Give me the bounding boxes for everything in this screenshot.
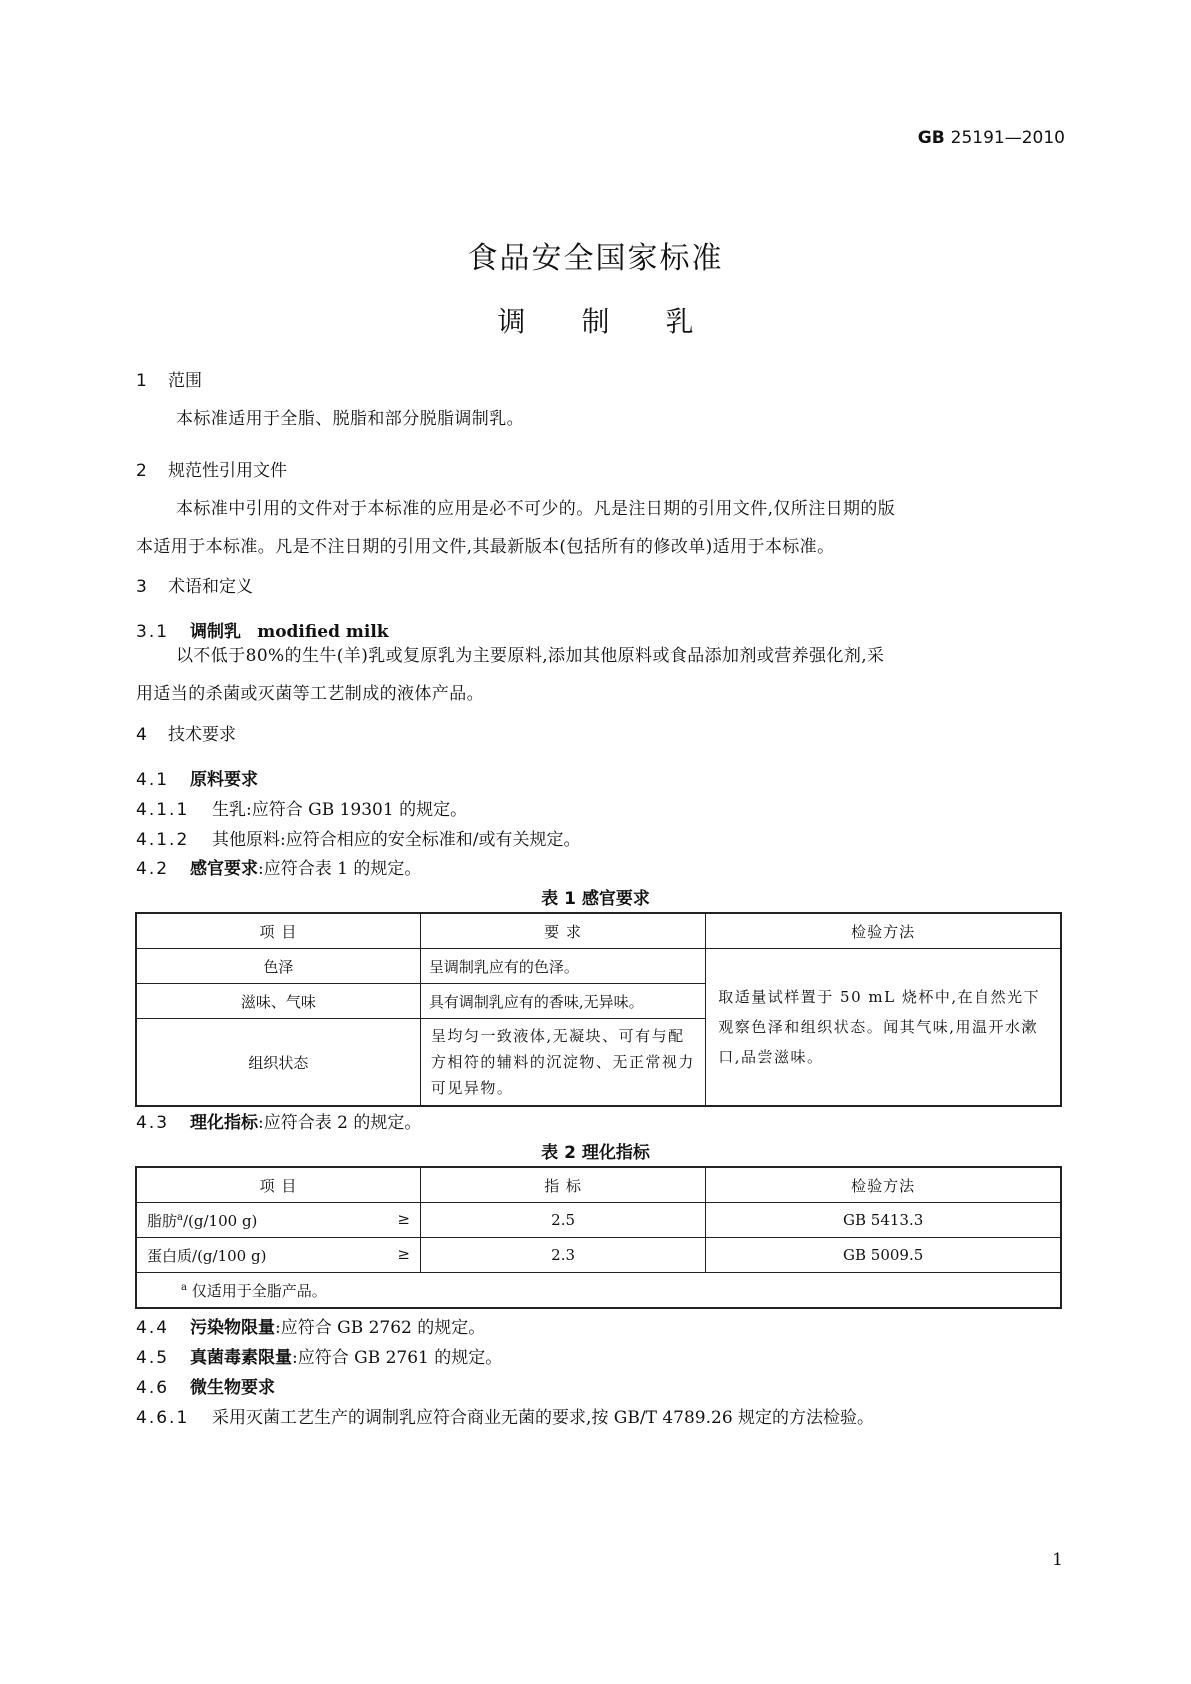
subsection-heading-4-1 (136, 765, 258, 790)
clause-text: 生乳:应符合 GB 19301 的规定。 (212, 800, 468, 820)
clause-4-2 (136, 854, 421, 879)
section-title: 原料要求 (190, 770, 258, 790)
section-title: 技术要求 (168, 725, 236, 745)
section-number: 4.4 (136, 1318, 170, 1338)
section-heading-1 (136, 366, 202, 391)
value-cell: 2.3 (420, 1238, 705, 1273)
footnote-mark: a (177, 1211, 183, 1223)
table-row (136, 949, 1061, 984)
item-cell (136, 1238, 420, 1273)
table-footnote-row (136, 1273, 1061, 1309)
paragraph-line: 用适当的杀菌或灭菌等工艺制成的液体产品。 (136, 684, 484, 704)
item-unit: /(g/100 g) (192, 1246, 267, 1265)
section-title: 规范性引用文件 (168, 461, 287, 481)
item-cell: 色泽 (136, 949, 420, 984)
term-title: 调制乳 (190, 622, 241, 642)
column-header: 项 目 (136, 913, 420, 949)
table-footnote (136, 1273, 1061, 1309)
clause-4-3 (136, 1108, 421, 1133)
table-1-caption: 表 1 感官要求 (541, 889, 650, 909)
paragraph-line: 本适用于本标准。凡是不注日期的引用文件,其最新版本(包括所有的修改单)适用于本标准。 (136, 537, 835, 557)
section-title: 感官要求 (190, 859, 258, 879)
item-name: 蛋白质 (147, 1246, 193, 1265)
clause-text: 其他原料:应符合相应的安全标准和/或有关规定。 (212, 830, 581, 850)
section-number: 4.1.2 (136, 830, 190, 850)
standard-prefix: GB (917, 128, 945, 148)
table-header-row (136, 913, 1061, 949)
section-number: 4.6 (136, 1378, 170, 1398)
clause-text: :应符合 GB 2761 的规定。 (292, 1348, 503, 1368)
item-cell (136, 1203, 420, 1238)
section-number: 3 (136, 577, 147, 597)
column-header: 指 标 (420, 1167, 705, 1203)
section-3-1-body (136, 637, 1062, 713)
column-header: 检验方法 (706, 1167, 1061, 1203)
requirement-cell: 具有调制乳应有的香味,无异味。 (420, 984, 705, 1019)
section-number: 4.6.1 (136, 1408, 190, 1428)
paragraph-line: 本标准中引用的文件对于本标准的应用是必不可少的。凡是注日期的引用文件,仅所注日期的版 (176, 499, 896, 519)
section-title: 范围 (168, 371, 202, 391)
section-title: 术语和定义 (168, 577, 253, 597)
section-number: 4.1.1 (136, 800, 190, 820)
section-number: 4.5 (136, 1348, 170, 1368)
column-header: 要 求 (420, 913, 705, 949)
physicochemical-indicators-table (135, 1166, 1062, 1309)
clause-text: :应符合表 1 的规定。 (258, 859, 422, 879)
document-subtitle (0, 300, 1191, 340)
section-number: 4.3 (136, 1113, 170, 1133)
item-name: 脂肪 (147, 1211, 178, 1230)
greater-equal-sign: ≥ (397, 1244, 410, 1263)
document-title: 食品安全国家标准 (467, 241, 724, 276)
footnote-text: 仅适用于全脂产品。 (191, 1281, 327, 1300)
section-2-body (136, 490, 1062, 566)
subsection-heading-4-6 (136, 1373, 275, 1398)
column-header: 项 目 (136, 1167, 420, 1203)
section-title: 污染物限量 (190, 1318, 275, 1338)
section-title: 理化指标 (190, 1113, 258, 1133)
item-cell: 组织状态 (136, 1019, 420, 1107)
subtitle-char: 制 (581, 305, 610, 338)
section-number: 4.2 (136, 859, 170, 879)
footnote-mark: a (181, 1281, 187, 1293)
item-unit: /(g/100 g) (182, 1211, 258, 1230)
clause-4-4 (136, 1313, 485, 1338)
requirement-cell: 呈均匀一致液体,无凝块、可有与配方相符的辅料的沉淀物、无正常视力可见异物。 (420, 1019, 705, 1107)
table-header-row (136, 1167, 1061, 1203)
section-number: 4 (136, 725, 147, 745)
method-cell: GB 5413.3 (706, 1203, 1061, 1238)
section-title: 微生物要求 (190, 1378, 275, 1398)
table-2-caption: 表 2 理化指标 (541, 1143, 650, 1163)
value-cell: 2.5 (420, 1203, 705, 1238)
greater-equal-sign: ≥ (397, 1209, 410, 1228)
section-title: 真菌毒素限量 (190, 1348, 292, 1368)
section-heading-2 (136, 456, 287, 481)
section-number: 1 (136, 371, 147, 391)
page-number: 1 (1052, 1550, 1063, 1570)
section-number: 4.1 (136, 770, 170, 790)
clause-4-6-1 (136, 1403, 874, 1428)
term-english: modified milk (257, 622, 389, 642)
clause-text: :应符合 GB 2762 的规定。 (275, 1318, 486, 1338)
section-1-body (136, 400, 1062, 438)
standard-code (918, 128, 1065, 148)
table-row (136, 1203, 1061, 1238)
clause-4-1-2 (136, 825, 580, 850)
subtitle-char: 乳 (665, 305, 694, 338)
clause-4-5 (136, 1343, 502, 1368)
method-cell: GB 5009.5 (706, 1238, 1061, 1273)
requirement-cell: 呈调制乳应有的色泽。 (420, 949, 705, 984)
section-number: 2 (136, 461, 147, 481)
clause-text: :应符合表 2 的规定。 (258, 1113, 422, 1133)
subtitle-char: 调 (497, 305, 526, 338)
sensory-requirements-table (135, 912, 1062, 1107)
method-cell: 取适量试样置于 50 mL 烧杯中,在自然光下观察色泽和组织状态。闻其气味,用温开水漱口,品尝滋味。 (706, 949, 1061, 1107)
table-row (136, 1238, 1061, 1273)
clause-4-1-1 (136, 795, 467, 820)
paragraph: 本标准适用于全脂、脱脂和部分脱脂调制乳。 (176, 409, 524, 429)
item-cell: 滋味、气味 (136, 984, 420, 1019)
clause-text: 采用灭菌工艺生产的调制乳应符合商业无菌的要求,按 GB/T 4789.26 规定的方法检验。 (212, 1408, 875, 1428)
column-header: 检验方法 (706, 913, 1061, 949)
section-heading-4 (136, 720, 236, 745)
paragraph-line: 以不低于80%的生牛(羊)乳或复原乳为主要原料,添加其他原料或食品添加剂或营养强化剂,采 (176, 646, 885, 666)
section-number: 3.1 (136, 622, 170, 642)
section-heading-3 (136, 572, 253, 597)
standard-number: 25191—2010 (950, 128, 1065, 148)
